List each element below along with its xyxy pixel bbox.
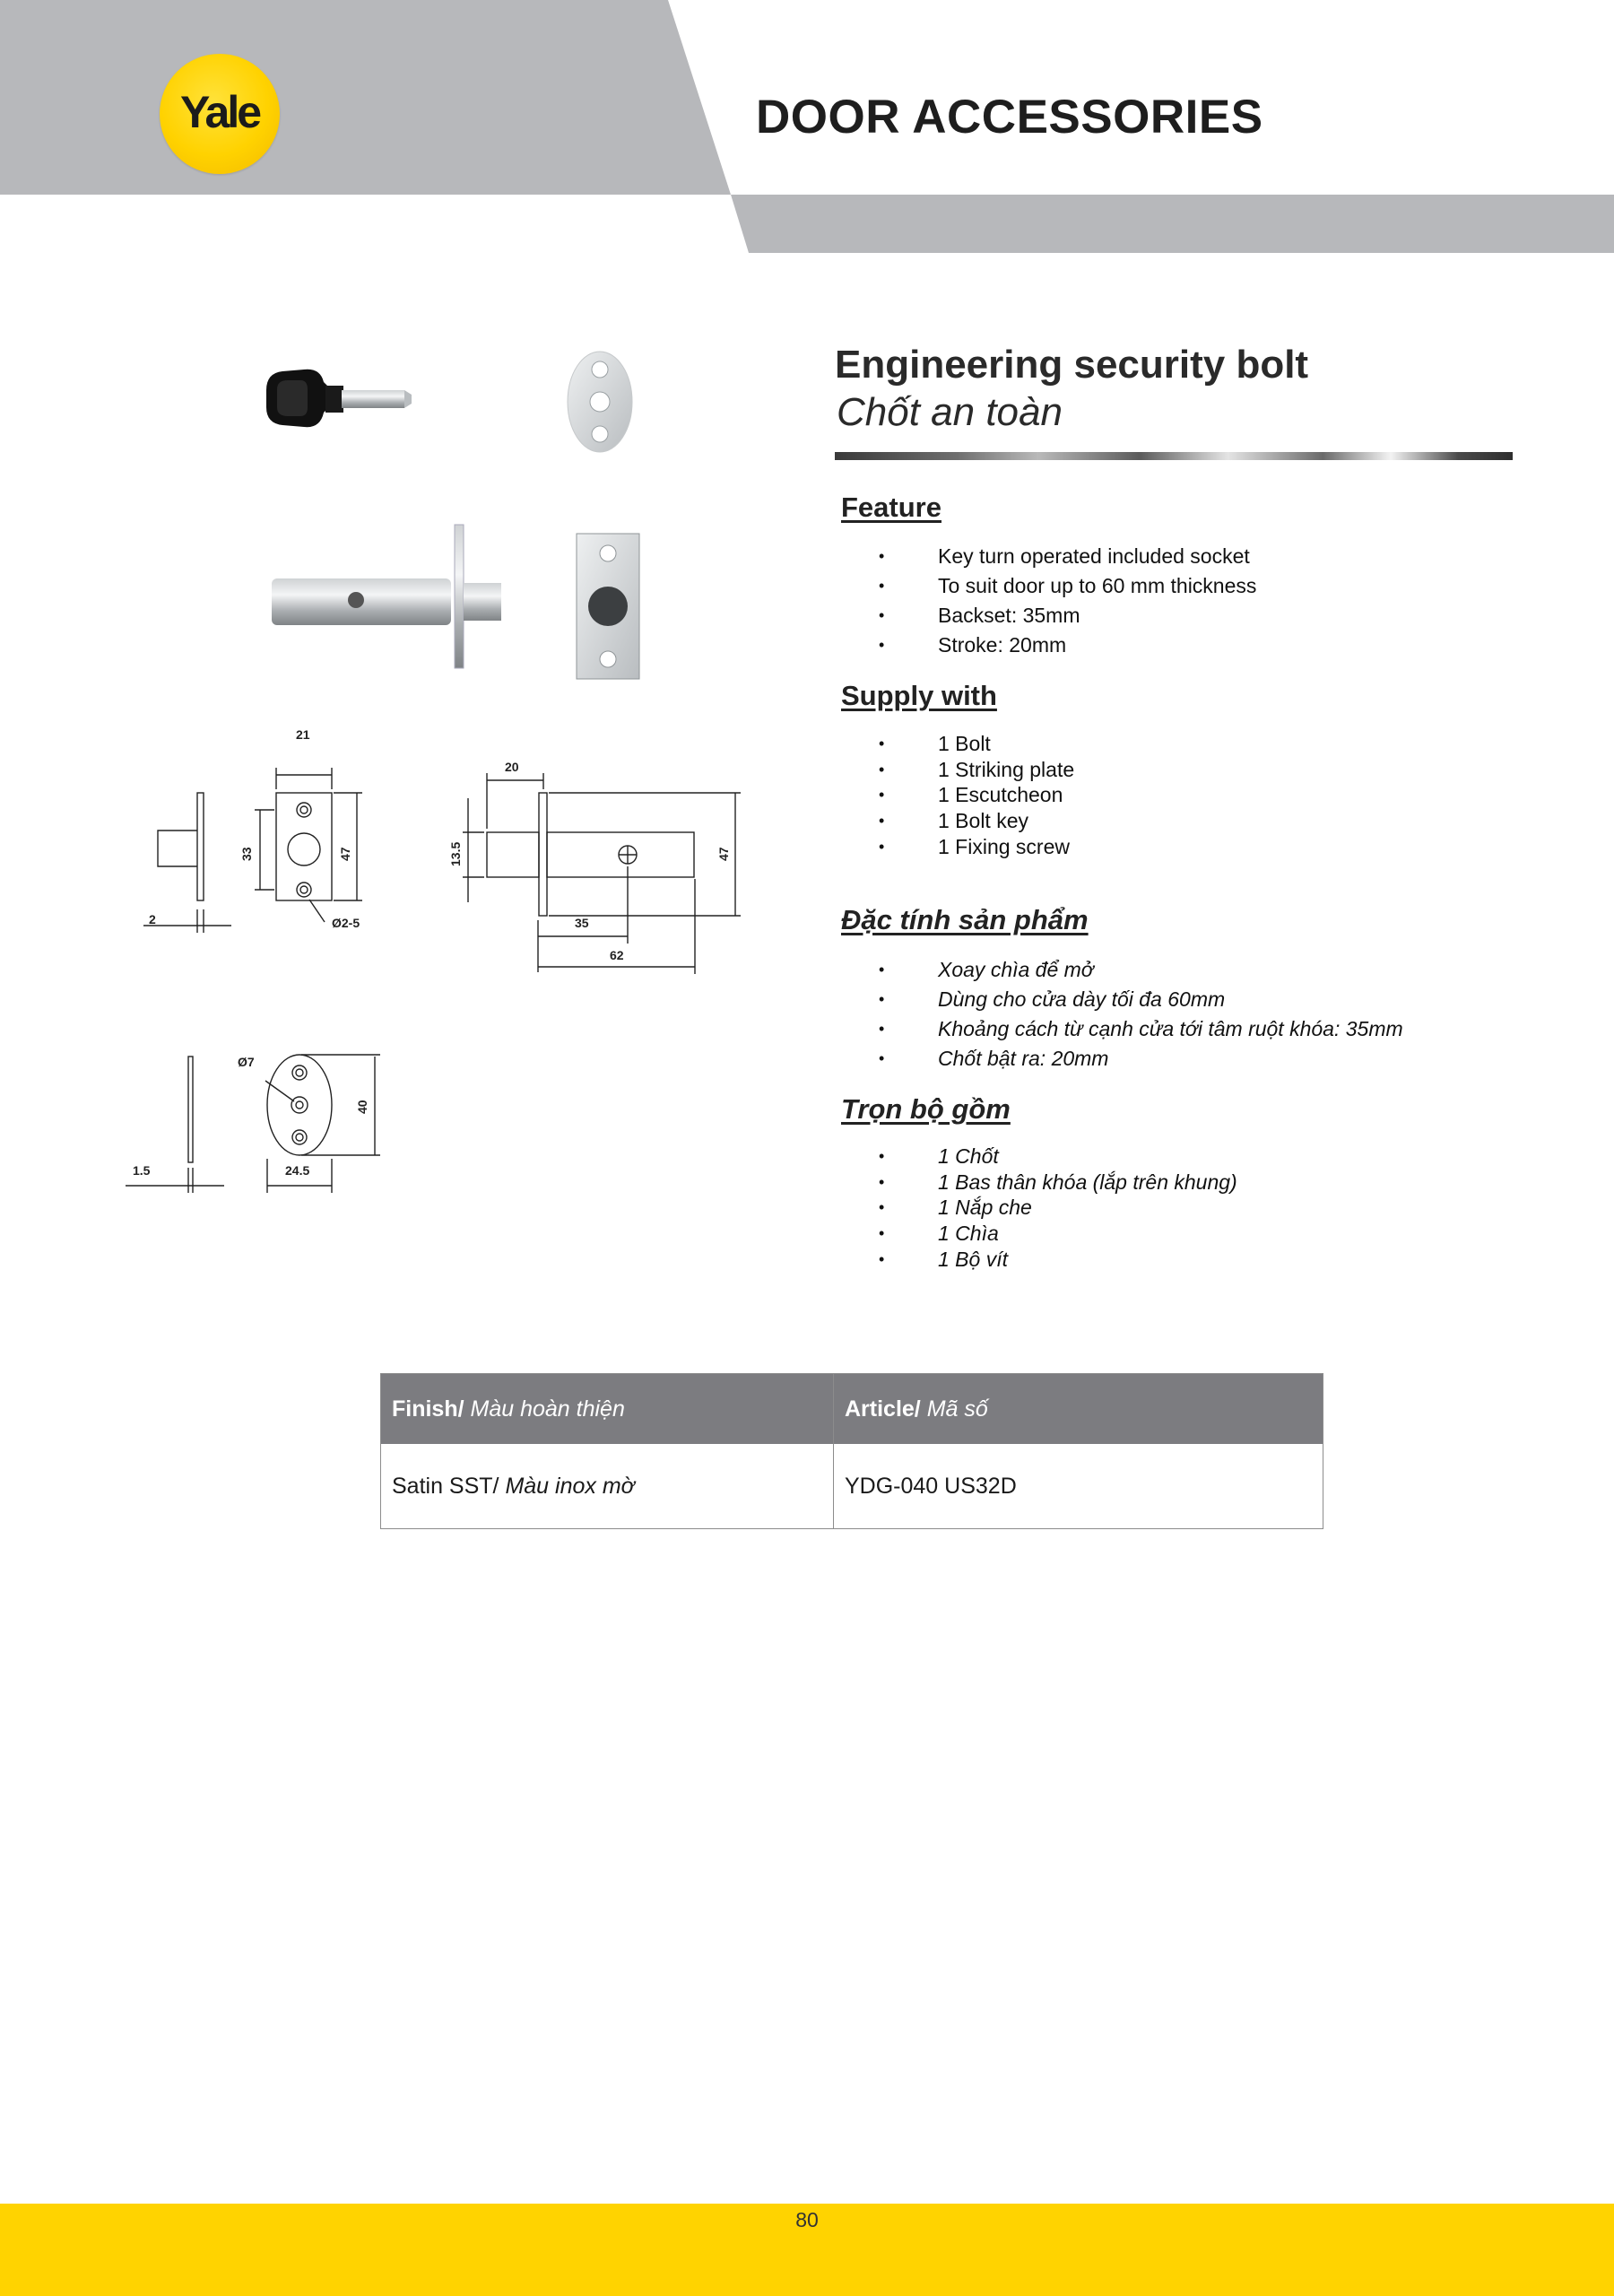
list-item: • 1 Bolt key [879,808,1074,834]
feature-heading: Feature [841,491,941,523]
dim-1-5: 1.5 [133,1163,151,1178]
dim-20: 20 [505,760,519,774]
supply-heading: Supply with [841,680,997,711]
list-item: • Khoảng cách từ cạnh cửa tới tâm ruột khóa: 35mm [879,1014,1403,1044]
dim-47a: 47 [338,847,352,861]
list-item: • 1 Chìa [879,1221,1237,1247]
page-title: DOOR ACCESSORIES [756,91,1263,144]
bolt-key-photo [266,370,412,427]
dim-24-5: 24.5 [285,1163,310,1178]
feature-list [879,542,1256,660]
product-title: Engineering security bolt [835,343,1309,387]
list-item: • To suit door up to 60 mm thickness [879,571,1256,601]
striking-plate-photo [577,534,639,679]
list-item: • 1 Bas thân khóa (lắp trên khung) [879,1170,1237,1196]
dim-hole: Ø2-5 [332,916,360,930]
list-item: • Chốt bật ra: 20mm [879,1044,1403,1074]
escutcheon-photo [568,352,632,452]
product-photos [265,350,650,691]
header-finish: Finish/ Màu hoàn thiện [381,1374,834,1444]
list-item: • Dùng cho cửa dày tối đa 60mm [879,985,1403,1014]
dim-40: 40 [355,1100,369,1114]
dim-2: 2 [149,912,156,926]
header-article: Article/ Mã số [845,1396,988,1422]
dim-62: 62 [610,948,624,962]
dim-47b: 47 [716,847,731,861]
page-number: 80 [795,2208,819,2231]
list-item: • 1 Nắp che [879,1195,1237,1221]
dim-o7: Ø7 [238,1055,255,1069]
supply-list [879,731,1074,860]
dim-35: 35 [575,916,589,930]
supply-vi-heading: Trọn bộ gồm [841,1093,1011,1125]
dim-33: 33 [239,847,254,861]
dim-13-5: 13.5 [448,841,463,866]
list-item: • 1 Bolt [879,731,1074,757]
table-header-row [381,1374,1323,1444]
technical-drawings [0,718,789,1220]
logo-text: Yale [179,87,260,137]
yale-logo [160,54,280,174]
list-item: • Backset: 35mm [879,601,1256,631]
list-item: • Key turn operated included socket [879,542,1256,571]
feature-vi-list [879,955,1403,1074]
list-item: • 1 Bộ vít [879,1247,1237,1273]
supply-vi-list [879,1144,1237,1273]
table-row [381,1444,1323,1528]
cell-article: YDG-040 US32D [845,1473,1017,1499]
list-item: • Xoay chìa để mở [879,955,1403,985]
feature-vi-heading: Đặc tính sản phẩm [841,904,1089,935]
list-item: • 1 Striking plate [879,757,1074,783]
product-subtitle: Chốt an toàn [837,390,1063,434]
bolt-body-photo [272,525,501,668]
list-item: • 1 Escutcheon [879,782,1074,808]
list-item: • 1 Chốt [879,1144,1237,1170]
dim-21: 21 [296,727,310,742]
gradient-divider [835,452,1513,460]
cell-finish: Satin SST/ Màu inox mờ [381,1444,834,1528]
list-item: • Stroke: 20mm [879,631,1256,660]
list-item: • 1 Fixing screw [879,834,1074,860]
finish-article-table [380,1373,1323,1529]
